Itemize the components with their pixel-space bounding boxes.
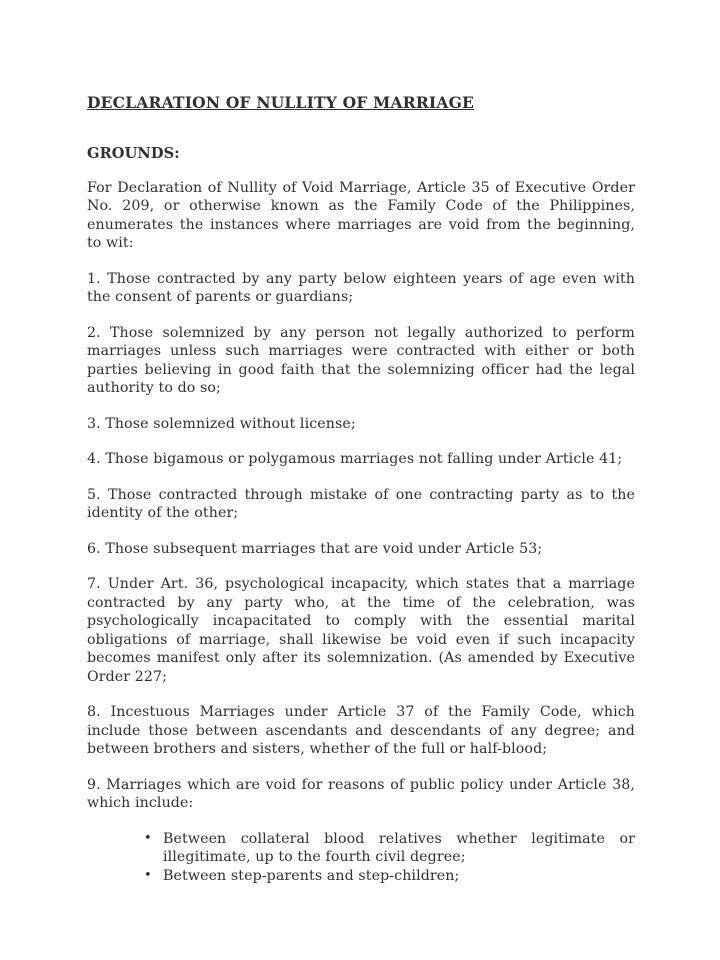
ground-item-4: 4. Those bigamous or polygamous marriages not falling under Article 41; (87, 451, 623, 467)
bullet-item-text: Between collateral blood relatives whether legitimate or illegitimate, up to the fourth civil degree; (163, 830, 635, 865)
intro-paragraph: For Declaration of Nullity of Void Marriage, Article 35 of Executive Order No. 209, or otherwise known as the Family Code of the Philippines, enumerates the instances where marriages are void from the beginning, to wit: (87, 179, 635, 251)
grounds-heading: GROUNDS: (87, 145, 180, 162)
document-title: DECLARATION OF NULLITY OF MARRIAGE (87, 93, 475, 112)
ground-item-6: 6. Those subsequent marriages that are void under Article 53; (87, 540, 543, 557)
ground-item-9: 9. Marriages which are void for reasons of public policy under Article 38, which include: (87, 776, 635, 811)
ground-item-7: 7. Under Art. 36, psychological incapacity, which states that a marriage contracted by any party who, at the time of the celebration, was psychologically incapacitated to comply with the essential marital obligations of marriage, shall likewise be void even if such incapacity becomes manifest only after its solemnization. (As amended by Executive Order 227; (87, 576, 635, 685)
ground-item-5: 5. Those contracted through mistake of one contracting party as to the identity of the other; (87, 486, 635, 521)
ground-item-3: 3. Those solemnized without license; (87, 415, 356, 432)
public-policy-bullet-list (87, 830, 635, 886)
bullet-item-step-parents (144, 867, 635, 886)
ground-item-1: 1. Those contracted by any party below eighteen years of age even with the consent of parents or guardians; (87, 270, 635, 305)
bullet-item-text: Between step-parents and step-children; (163, 867, 460, 884)
bullet-icon: • (144, 867, 152, 883)
ground-item-2: 2. Those solemnized by any person not legally authorized to perform marriages unless such marriages were contracted with either or both parties believing in good faith that the solemnizing officer had the legal authority to do so; (87, 324, 635, 396)
ground-item-8: 8. Incestuous Marriages under Article 37 of the Family Code, which include those between ascendants and descendants of any degree; and between brothers and sisters, whether of the full or half-blood; (87, 704, 635, 757)
bullet-icon: • (144, 830, 152, 846)
bullet-item-collateral-relatives (144, 830, 635, 867)
